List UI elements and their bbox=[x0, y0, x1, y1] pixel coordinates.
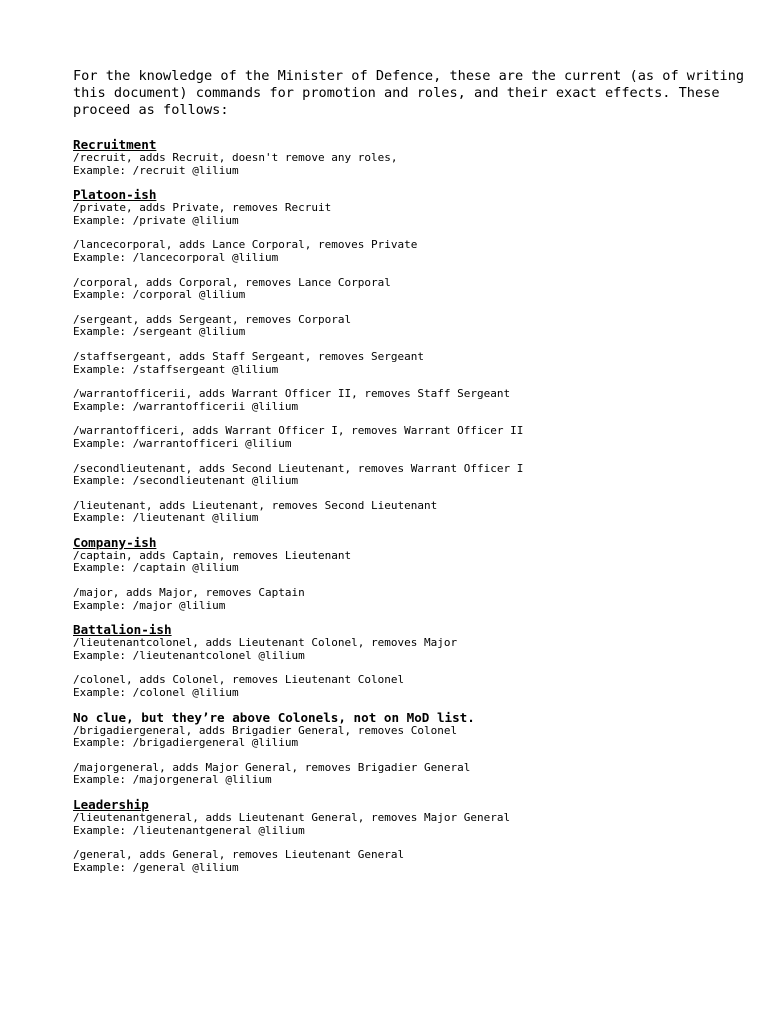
section-heading: Recruitment bbox=[73, 137, 157, 152]
sections-container bbox=[73, 137, 753, 874]
command-description: /warrantofficeri, adds Warrant Officer I, removes Warrant Officer II bbox=[73, 424, 524, 438]
section-heading: Platoon-ish bbox=[73, 187, 157, 203]
command-entry bbox=[73, 587, 753, 612]
command-example: Example: /warrantofficeri @lilium bbox=[73, 436, 292, 450]
command-entry bbox=[73, 725, 753, 750]
section bbox=[73, 797, 753, 874]
intro-paragraph: For the knowledge of the Minister of Defence, these are the current (as of writing this document) commands for promotion and roles, and their exact effects. These proceed as follows: bbox=[73, 68, 753, 118]
command-example: Example: /major @lilium bbox=[73, 598, 226, 612]
command-entry bbox=[73, 202, 753, 227]
command-entry bbox=[73, 152, 753, 177]
command-description: /general, adds General, removes Lieutenant General bbox=[73, 848, 405, 862]
command-description: /sergeant, adds Sergeant, removes Corporal bbox=[73, 312, 352, 326]
command-description: /private, adds Private, removes Recruit bbox=[73, 201, 332, 215]
command-description: /lieutenant, adds Lieutenant, removes Second Lieutenant bbox=[73, 498, 438, 512]
command-example: Example: /colonel @lilium bbox=[73, 686, 239, 700]
section bbox=[73, 137, 753, 177]
section bbox=[73, 535, 753, 612]
command-description: /corporal, adds Corporal, removes Lance Corporal bbox=[73, 275, 391, 289]
command-description: /colonel, adds Colonel, removes Lieutenant Colonel bbox=[73, 673, 405, 687]
command-example: Example: /warrantofficerii @lilium bbox=[73, 399, 299, 413]
command-description: /majorgeneral, adds Major General, removes Brigadier General bbox=[73, 760, 471, 774]
command-entry bbox=[73, 425, 753, 450]
command-description: /lancecorporal, adds Lance Corporal, removes Private bbox=[73, 238, 418, 252]
section bbox=[73, 187, 753, 525]
command-entry bbox=[73, 351, 753, 376]
command-example: Example: /recruit @lilium bbox=[73, 163, 239, 177]
section-heading: Battalion-ish bbox=[73, 622, 172, 638]
command-entry bbox=[73, 762, 753, 787]
command-example: Example: /corporal @lilium bbox=[73, 288, 246, 302]
command-entry bbox=[73, 314, 753, 339]
command-entry bbox=[73, 388, 753, 413]
command-description: /lieutenantgeneral, adds Lieutenant General, removes Major General bbox=[73, 811, 511, 824]
command-example: Example: /lancecorporal @lilium bbox=[73, 250, 279, 264]
command-example: Example: /lieutenant @lilium bbox=[73, 511, 259, 525]
command-entry bbox=[73, 500, 753, 525]
command-entry bbox=[73, 277, 753, 302]
command-description: /major, adds Major, removes Captain bbox=[73, 586, 305, 600]
section-heading: No clue, but they’re above Colonels, not on MoD list. bbox=[73, 709, 475, 725]
section-heading: Company-ish bbox=[73, 534, 157, 550]
command-example: Example: /brigadiergeneral @lilium bbox=[73, 736, 299, 750]
command-description: /warrantofficerii, adds Warrant Officer II, removes Staff Sergeant bbox=[73, 387, 511, 401]
command-description: /secondlieutenant, adds Second Lieutenant, removes Warrant Officer I bbox=[73, 461, 524, 475]
command-example: Example: /lieutenantcolonel @lilium bbox=[73, 648, 305, 662]
section bbox=[73, 710, 753, 787]
command-entry bbox=[73, 812, 753, 837]
command-example: Example: /sergeant @lilium bbox=[73, 325, 246, 339]
command-description: /lieutenantcolonel, adds Lieutenant Colonel, removes Major bbox=[73, 636, 458, 650]
command-entry bbox=[73, 550, 753, 575]
command-example: Example: /secondlieutenant @lilium bbox=[73, 474, 299, 488]
section-heading: Leadership bbox=[73, 797, 149, 812]
command-entry bbox=[73, 463, 753, 488]
command-entry bbox=[73, 849, 753, 874]
document-page bbox=[73, 68, 753, 884]
command-entry bbox=[73, 674, 753, 699]
command-description: /staffsergeant, adds Staff Sergeant, removes Sergeant bbox=[73, 349, 424, 363]
command-description: /recruit, adds Recruit, doesn't remove any roles, bbox=[73, 151, 398, 164]
command-example: Example: /majorgeneral @lilium bbox=[73, 773, 272, 787]
section bbox=[73, 622, 753, 699]
command-example: Example: /general @lilium bbox=[73, 860, 239, 874]
command-entry bbox=[73, 239, 753, 264]
command-description: /captain, adds Captain, removes Lieutenant bbox=[73, 548, 352, 562]
command-entry bbox=[73, 637, 753, 662]
command-example: Example: /private @lilium bbox=[73, 213, 239, 227]
command-example: Example: /staffsergeant @lilium bbox=[73, 362, 279, 376]
command-example: Example: /lieutenantgeneral @lilium bbox=[73, 823, 305, 837]
command-example: Example: /captain @lilium bbox=[73, 561, 239, 575]
command-description: /brigadiergeneral, adds Brigadier General, removes Colonel bbox=[73, 723, 458, 737]
